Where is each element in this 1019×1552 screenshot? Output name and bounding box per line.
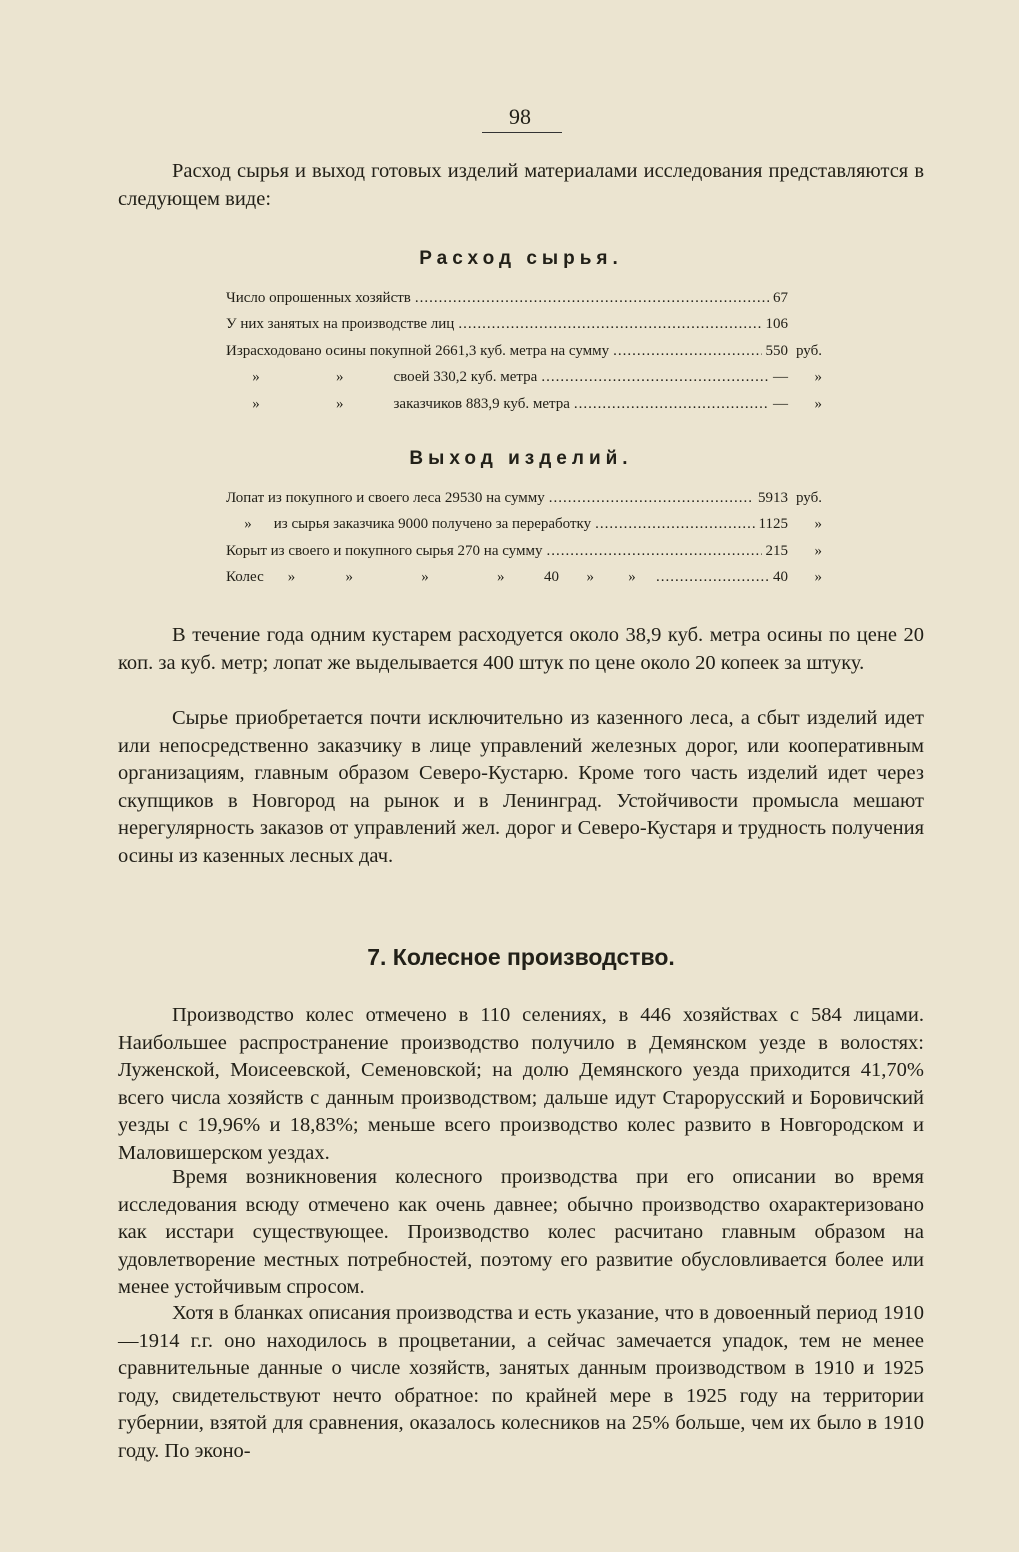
row-label-group bbox=[226, 569, 652, 586]
row-label: У них занятых на производстве лиц bbox=[226, 316, 455, 332]
row-label-group bbox=[226, 516, 591, 533]
raw-materials-heading: Расход сырья. bbox=[419, 248, 623, 269]
ditto-mark: » bbox=[586, 569, 594, 585]
row-unit: » bbox=[814, 369, 822, 385]
paragraph-consumption: В течение года одним кустарем расходуется около 38,9 куб. метра осины по цене 20 коп. за куб. метр; лопат же выделывается 400 штук по цене около 20 копеек за штуку. bbox=[118, 624, 924, 674]
quantity-value: 40 bbox=[543, 569, 559, 585]
section-heading: 7. Колесное производство. bbox=[367, 944, 675, 970]
dot-leader bbox=[613, 343, 761, 360]
row-unit: » bbox=[814, 542, 822, 559]
row-label: заказчиков 883,9 куб. метра bbox=[393, 395, 570, 412]
ditto-mark: » bbox=[252, 395, 260, 412]
row-value: — bbox=[773, 369, 788, 385]
row-value: 106 bbox=[765, 316, 788, 332]
paragraph-origin: Время возникновения колесного производства при его описании во время исследования всюду отмечено как очень давнее; обычно производство охарактеризовано как исстари существующее. Производство колес расчитано главным образом на удовлетворение местных потребностей, поэтому его развитие обусловливается более или менее устойчивым спросом. bbox=[118, 1166, 924, 1299]
row-label: Лопат из покупного и своего леса 29530 на сумму bbox=[226, 489, 545, 506]
row-unit: руб. bbox=[796, 342, 822, 359]
table-row bbox=[226, 560, 822, 587]
row-label: Число опрошенных хозяйств bbox=[226, 289, 411, 306]
row-value: — bbox=[773, 395, 788, 412]
dot-leader bbox=[595, 516, 754, 533]
ditto-mark: » bbox=[421, 569, 429, 585]
row-unit: » bbox=[814, 516, 822, 532]
ditto-mark: » bbox=[628, 569, 636, 585]
table-row bbox=[226, 533, 822, 560]
ditto-mark: » bbox=[287, 569, 296, 585]
row-label-group bbox=[226, 396, 570, 413]
dot-leader bbox=[546, 543, 761, 560]
table-row bbox=[226, 480, 822, 507]
row-unit: руб. bbox=[796, 489, 822, 506]
row-label: Корыт из своего и покупного сырья 270 на сумму bbox=[226, 542, 543, 559]
ditto-mark: » bbox=[336, 395, 344, 412]
raw-materials-table bbox=[226, 280, 822, 413]
row-label: своей 330,2 куб. метра bbox=[393, 369, 538, 385]
dot-leader bbox=[458, 316, 761, 333]
row-label: Колес bbox=[226, 569, 264, 585]
page-number-rule bbox=[482, 132, 562, 133]
dot-leader bbox=[549, 490, 754, 507]
dot-leader bbox=[541, 369, 769, 386]
table-row bbox=[226, 280, 822, 307]
ditto-mark: » bbox=[496, 569, 505, 585]
paragraph-comparison: Хотя в бланках описания производства и есть указание, что в довоенный период 1910—1914 г.г. оно находилось в процветании, а сейчас замечается упадок, тем не менее сравнительные данные о числе хозяйств, занятых данным производством в 1910 и 1925 году, свидетельствуют нечто обратное: по крайней мере в 1925 году на территории губернии, взятой для сравнения, оказалось колесников на 25% больше, чем их было в 1910 году. По эконо- bbox=[118, 1302, 924, 1462]
paragraph-distribution: Производство колес отмечено в 110 селениях, в 446 хозяйствах с 584 лицами. Наибольшее распространение производство получило в Демянском уезде в волостях: Луженской, Моисеевской, Семеновской; на долю Демянского уезда приходится 41,70% всего числа хозяйств с данным производством; дальше идут Старорусский и Боровичский уезды с 19,96% и 18,83%; меньше всего производство колес развито в Новгородском и Маловишерском уездах. bbox=[118, 1004, 924, 1164]
paragraph-supply: Сырье приобретается почти исключительно из казенного леса, а сбыт изделий идет или непосредственно заказчику в лице управлений железных дорог, или кооперативным организациям, главным образом Северо-Кустарю. Кроме того часть изделий идет через скупщиков в Новгород на рынок и в Ленинград. Устойчивости промысла мешают нерегулярность заказов от управлений жел. дорог и Северо-Кустаря и трудность получения осины из казенных лесных дач. bbox=[118, 707, 924, 867]
dot-leader bbox=[574, 396, 769, 413]
row-value: 215 bbox=[765, 542, 788, 559]
row-value: 40 bbox=[773, 569, 788, 585]
row-value: 5913 bbox=[758, 489, 788, 506]
ditto-mark: » bbox=[252, 369, 260, 385]
ditto-mark: » bbox=[336, 369, 344, 385]
table-row bbox=[226, 333, 822, 360]
table-row bbox=[226, 507, 822, 534]
ditto-mark: » bbox=[345, 569, 353, 585]
ditto-mark: » bbox=[244, 516, 252, 532]
output-heading: Выход изделий. bbox=[409, 448, 633, 469]
intro-paragraph: Расход сырья и выход готовых изделий материалами исследования представляются в следующем виде: bbox=[118, 160, 924, 210]
dot-leader bbox=[415, 290, 769, 307]
page-number: 98 bbox=[509, 104, 531, 129]
row-unit: » bbox=[814, 395, 822, 412]
row-label-group bbox=[226, 369, 537, 386]
row-value: 550 bbox=[765, 342, 788, 359]
row-value: 1125 bbox=[758, 516, 788, 532]
table-row bbox=[226, 360, 822, 387]
row-unit: » bbox=[814, 569, 822, 585]
row-label: Израсходовано осины покупной 2661,3 куб. метра на сумму bbox=[226, 342, 610, 359]
output-table bbox=[226, 480, 822, 586]
dot-leader bbox=[656, 569, 769, 586]
table-row bbox=[226, 307, 822, 334]
table-row bbox=[226, 386, 822, 413]
row-value: 67 bbox=[773, 289, 788, 306]
row-label: из сырья заказчика 9000 получено за переработку bbox=[273, 516, 592, 532]
